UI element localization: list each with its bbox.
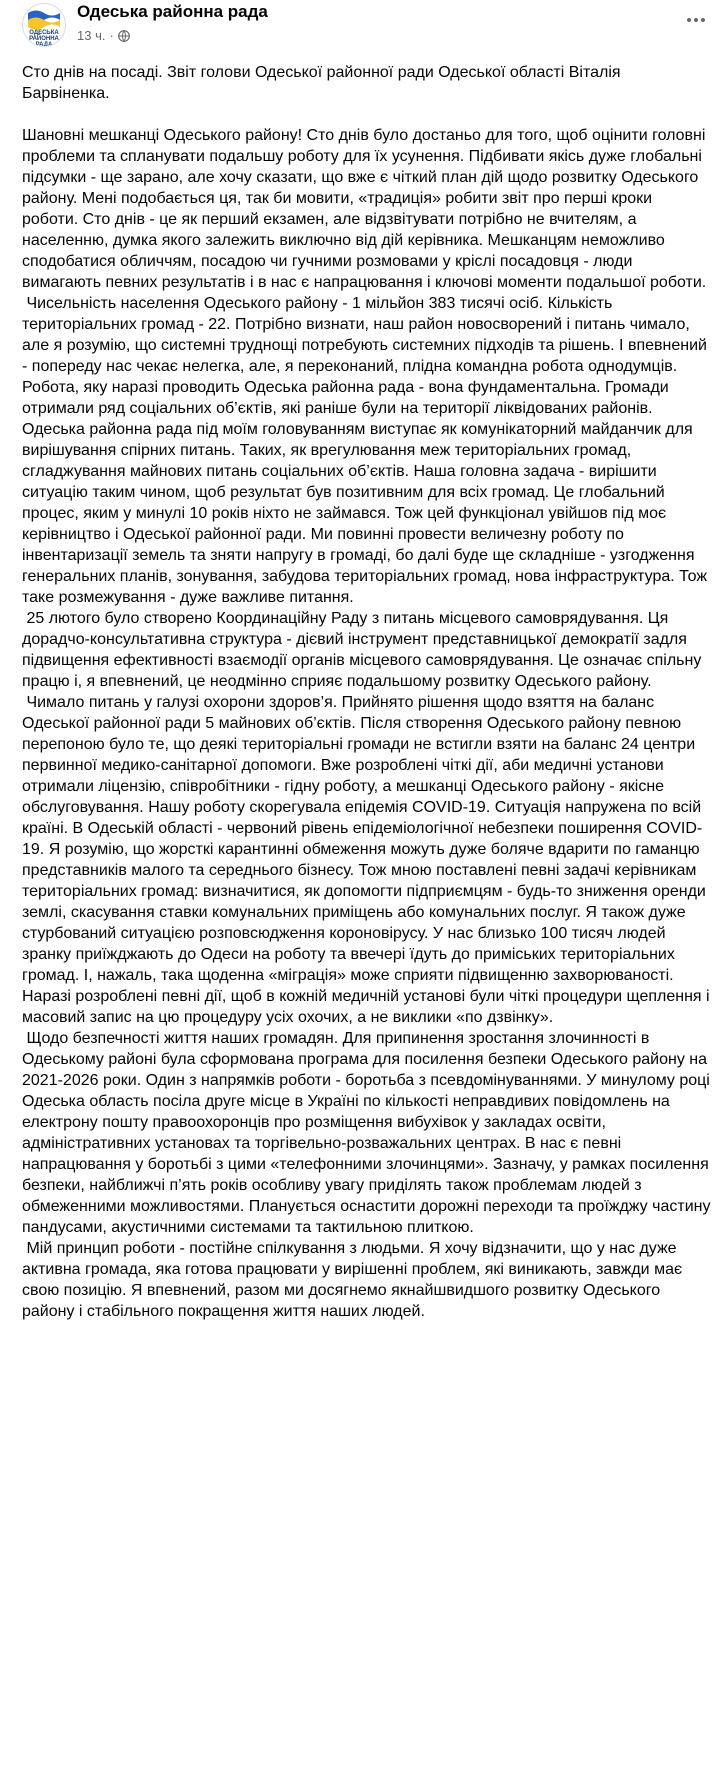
meta-separator: · bbox=[109, 28, 114, 43]
page-avatar[interactable] bbox=[22, 3, 66, 47]
page-name-link[interactable]: Одеська районна рада bbox=[77, 2, 268, 21]
more-options-icon[interactable] bbox=[680, 8, 712, 32]
post-paragraph: Шановні мешканці Одеського району! Сто днів було достаньо для того, щоб оцінити головні проблеми та спланувати подальшу роботу для їх усунення. Підбивати якісь дуже глобальні підсумки - ще зарано, але хочу сказати, що вже є чіткий план дій щодо розвитку Одеського району. Мені подобається ця, так би мовити, «традиція» робити звіт про перші кроки роботи. Сто днів - це як перший екзамен, але відзвітувати потрібно не вчителям, а населенню, думка якого залежить виключно від дій керівника. Мешканцям неможливо сподобатися обличчям, посадою чи гучними розмовами у кріслі посадовця - люди вимагають певних результатів і в нас є напрацювання і ключові моменти подальшої роботи. bbox=[22, 127, 710, 291]
post-body bbox=[22, 62, 715, 1322]
post-timestamp[interactable]: 13 ч. bbox=[77, 28, 106, 43]
flag-logo-icon bbox=[27, 7, 61, 29]
more-dot bbox=[687, 18, 691, 22]
more-dot bbox=[701, 18, 705, 22]
post-paragraph: 25 лютого було створено Координаційну Раду з питань місцевого самоврядування. Ця дорадчо-консультативна структура - дієвий інструмент представницької демократії задля підвищення ефективності взаємодії органів місцевого самоврядування. Це означає спільну працю і, я впевнений, це неодмінно сприяє подальшому розвитку Одеського району. bbox=[22, 610, 706, 690]
post-title: Сто днів на посаді. Звіт голови Одеської районної ради Одеської області Віталія Барвіненка. bbox=[22, 64, 626, 102]
globe-icon[interactable] bbox=[118, 30, 130, 42]
more-dot bbox=[694, 18, 698, 22]
post-header bbox=[0, 0, 726, 60]
post-paragraph: Чимало питань у галузі охорони здоров’я. Прийнято рішення щодо взяття на баланс Одеської районної ради 5 майнових об’єктів. Після створення Одеського району певною перепоною було те, що деякі територіальні громади не встигли взяти на баланс 24 центри первинної медико-санітарної допомоги. Вже розроблені чіткі дії, аби медичні установи отримали ліцензію, співробітники - гідну роботу, а мешканці Одеського району - якісне обслуговування. Нашу роботу скорегувала епідемія COVID-19. Ситуація напружена по всій країні. В Одеській області - червоний рівень епідеміологічної небезпеки поширення COVID-19. Я розумію, що жорсткі карантинні обмеження можуть дуже боляче вдарити по гаманцю представників малого та середнього бізнесу. Тож мною поставлені певні задачі керівникам територіальних громад: визначитися, як допомогти підприємцям - будь-то зниження оренди землі, скасування ставки комунальних приміщень або комунальних послуг. Я також дуже стурбований ситуацією розповсюдження короновірусу. У нас близько 100 тисяч людей зранку приїжджають до Одеси на роботу та ввечері їдуть до приміських територіальних громад. І, нажаль, така щоденна «міграція» може сприяти підвищенню захворюваності. Наразі розроблені певні дії, щоб в кожній медичній установі були чіткі процедури щеплення і масовий запис на цю процедуру усіх охочих, а не виклики «по дзвінку». bbox=[22, 694, 715, 1026]
post-meta bbox=[77, 28, 130, 43]
avatar-logo-text: ОДЕСЬКА РАЙОННА РАДА bbox=[29, 30, 59, 47]
post-paragraph: Щодо безпечності життя наших громадян. Для припинення зростання злочинності в Одеському районі була сформована програма для посилення безпеки Одеського району на 2021-2026 роки. Один з напрямків роботи - боротьба з псевдомінуваннями. У минулому році Одеська область посіла друге місце в Україні по кількості неправдивих повідомлень на електрону пошту правоохоронців про розміщення вибухівок у закладах освіти, адміністративних установах та торгівельно-розважальних центрах. В нас є певні напрацювання у боротьбі з цими «телефонними злочинцями». Зазначу, у рамках посилення безпеки, найближчі п’ять років особливу увагу приділять також проблемам людей з обмеженними можливостями. Планується оснастити дорожні переходи та проїжджу частину пандусами, акустичними системами та тактильною плиткою. bbox=[22, 1030, 715, 1236]
post-paragraph: Чисельність населення Одеського району - 1 мільйон 383 тисячі осіб. Кількість територіальних громад - 22. Потрібно визнати, наш район новосворений і питань чимало, але я розумію, що системні труднощі потребують системних підходів та рішень. І впевнений - попереду нас чекає нелегка, але, я переконаний, плідна командна робота однодумців. Робота, яку наразі проводить Одеська районна рада - вона фундаментальна. Громади отримали ряд соціальних об’єктів, які раніше були на території ліквідованих районів. Одеська районна рада під моїм головуванням виступає як комунікаторний майданчик для вирішування спірних питань. Таких, як врегулювання меж територіальних громад, сгладжування майнових питань соціальних об’єктів. Наша головна задача - вирішити ситуацію таким чином, щоб результат був позитивним для всіх громад. Це глобальний процес, яким у минулі 10 років ніхто не займався. Тож цей функціонал увійшов під моє керівництво і Одеської районної ради. Ми повинні провести величезну роботу по інвентаризації земель та зняти напругу в громаді, бо далі буде ще складніше - узгодження генеральних планів, зонування, забудова територіальних громад, нова інфраструктура. Тож таке розмежування - дуже важливе питання. bbox=[22, 295, 712, 606]
post-paragraph: Мій принцип роботи - постійне спілкування з людьми. Я хочу відзначити, що у нас дуже активна громада, яка готова працювати у вирішенні проблем, які виникають, завжди має свою позицію. Я впевнений, разом ми досягнемо якнайшвидшого розвитку Одеського району і стабільного покращення життя наших людей. bbox=[22, 1240, 687, 1320]
